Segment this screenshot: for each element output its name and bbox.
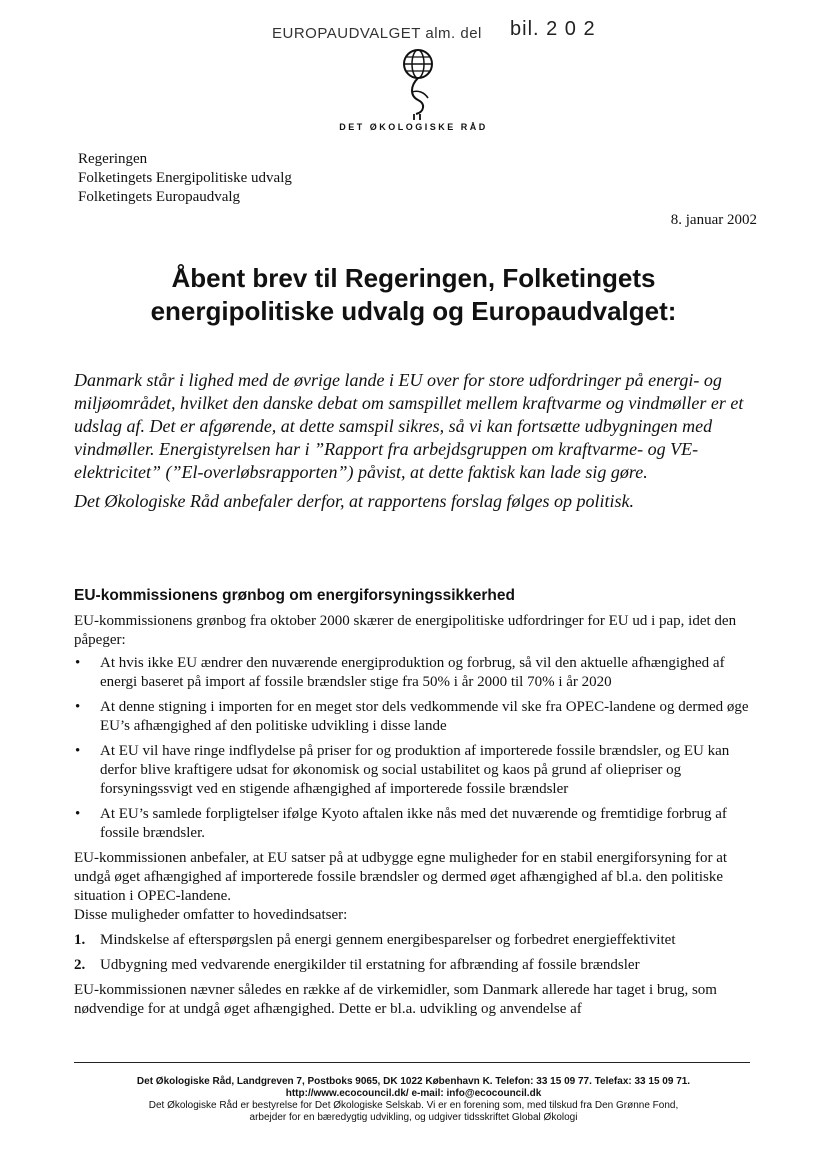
section-body	[74, 612, 764, 1019]
measures-intro: Disse muligheder omfatter to hovedindsatser:	[74, 907, 348, 923]
footer-address: Det Økologiske Råd, Landgreven 7, Postboks 9065, DK 1022 København K. Telefon: 33 15 09 77. Telefax: 33 15 09 71.	[136, 1076, 691, 1087]
item-text: Mindskelse af efterspørgslen på energi gennem energibesparelser og forbedret energieffektivitet	[100, 932, 676, 948]
footer	[60, 1076, 767, 1124]
bullet-item: • At hvis ikke EU ændrer den nuværende energiproduktion og forbrug, så vil den aktuelle afhængighed af energi baseret på import af fossile brændsler stige fra 50% i år 2000 til 70% i år 2020	[74, 654, 764, 692]
item-text: Udbygning med vedvarende energikilder til erstatning for afbrænding af fossile brændsler	[100, 957, 640, 973]
bil-number: bil. 2 0 2	[510, 18, 596, 40]
org-name: DET ØKOLOGISKE RÅD	[339, 122, 488, 132]
bullet-item: • At EU’s samlede forpligtelser ifølge Kyoto aftalen ikke nås med det nuværende og fremtidige forbrug af fossile brændsler.	[74, 805, 764, 843]
title-line: energipolitiske udvalg og Europaudvalget:	[150, 296, 677, 326]
section-heading: EU-kommissionens grønbog om energiforsyningssikkerhed	[74, 587, 515, 604]
recipient-line: Folketingets Energipolitiske udvalg	[78, 170, 292, 186]
item-number: 1.	[74, 932, 86, 948]
intro-paragraph: Danmark står i lighed med de øvrige lande i EU over for store udfordringer på energi- og miljøområdet, hvilket den danske debat om samspillet mellem kraftvarme og vindmøller er et udslag af. Det er afgørende, at dette samspil sikres, så vi kan fortsætte udbygningen med vindmøller. Energistyrelsen har i ”Rapport fra arbejdsgruppen om kraftvarme- og VE-elektricitet” (”El-overløbsrapporten”) påvist, at dette faktisk kan lade sig gøre.	[74, 370, 744, 482]
bullet-list	[74, 654, 764, 843]
footer-note: Det Økologiske Råd er bestyrelse for Det Økologiske Selskab. Vi er en forening som, med tilskud fra Den Grønne Fond,	[148, 1100, 679, 1111]
footer-web-link[interactable]: http://www.ecocouncil.dk/ e-mail: info@ecocouncil.dk	[285, 1088, 542, 1099]
title-line: Åbent brev til Regeringen, Folketingets	[171, 263, 656, 293]
recipient-line: Regeringen	[78, 151, 148, 167]
footer-note: arbejder for en bæredygtig udvikling, og udgiver tidsskriftet Global Økologi	[249, 1112, 578, 1123]
item-number: 2.	[74, 957, 86, 973]
bullet-item: • At denne stigning i importen for en meget stor dels vedkommende vil ske fra OPEC-landene og dermed øge EU’s afhængighed af den politiske udvikling i disse lande	[74, 698, 764, 736]
letter-date: 8. januar 2002	[670, 212, 757, 228]
globe-figure-logo-icon	[388, 48, 448, 120]
lead-paragraph: EU-kommissionens grønbog fra oktober 2000 skærer de energipolitiske udfordringer for EU ud i pap, idet den påpeger:	[74, 613, 737, 648]
numbered-item	[74, 956, 764, 975]
recipient-line: Folketingets Europaudvalg	[78, 189, 241, 205]
numbered-item	[74, 931, 764, 950]
recipient-list	[78, 150, 292, 207]
numbered-list	[74, 931, 764, 975]
intro-recommendation: Det Økologiske Råd anbefaler derfor, at rapportens forslag følges op politisk.	[74, 491, 634, 511]
recommendation-paragraph: EU-kommissionen anbefaler, at EU satser på at udbygge egne muligheder for en stabil energiforsyning for at undgå øget afhængighed af importerede fossile brændsler og dermed øget afhængighed af bl.a. den politiske situation i OPEC-landene.	[74, 850, 728, 904]
intro-block	[74, 369, 764, 519]
archive-stamp: EUROPAUDVALGET alm. del	[272, 25, 482, 42]
footer-divider	[74, 1062, 750, 1063]
closing-paragraph: EU-kommissionen nævner således en række af de virkemidler, som Danmark allerede har taget i brug, som nødvendige for at undgå øget afhængighed. Dette er bl.a. udvikling og anvendelse af	[74, 982, 717, 1017]
letter-title	[60, 262, 767, 328]
bullet-item: • At EU vil have ringe indflydelse på priser for og produktion af importerede fossile brændsler, og EU kan derfor blive kraftigere udsat for økonomisk og social ustabilitet og kaos på grund af oliepriser og forsyningssvigt ved en stigende afhængighed af importerede fossile brændsler	[74, 742, 764, 799]
